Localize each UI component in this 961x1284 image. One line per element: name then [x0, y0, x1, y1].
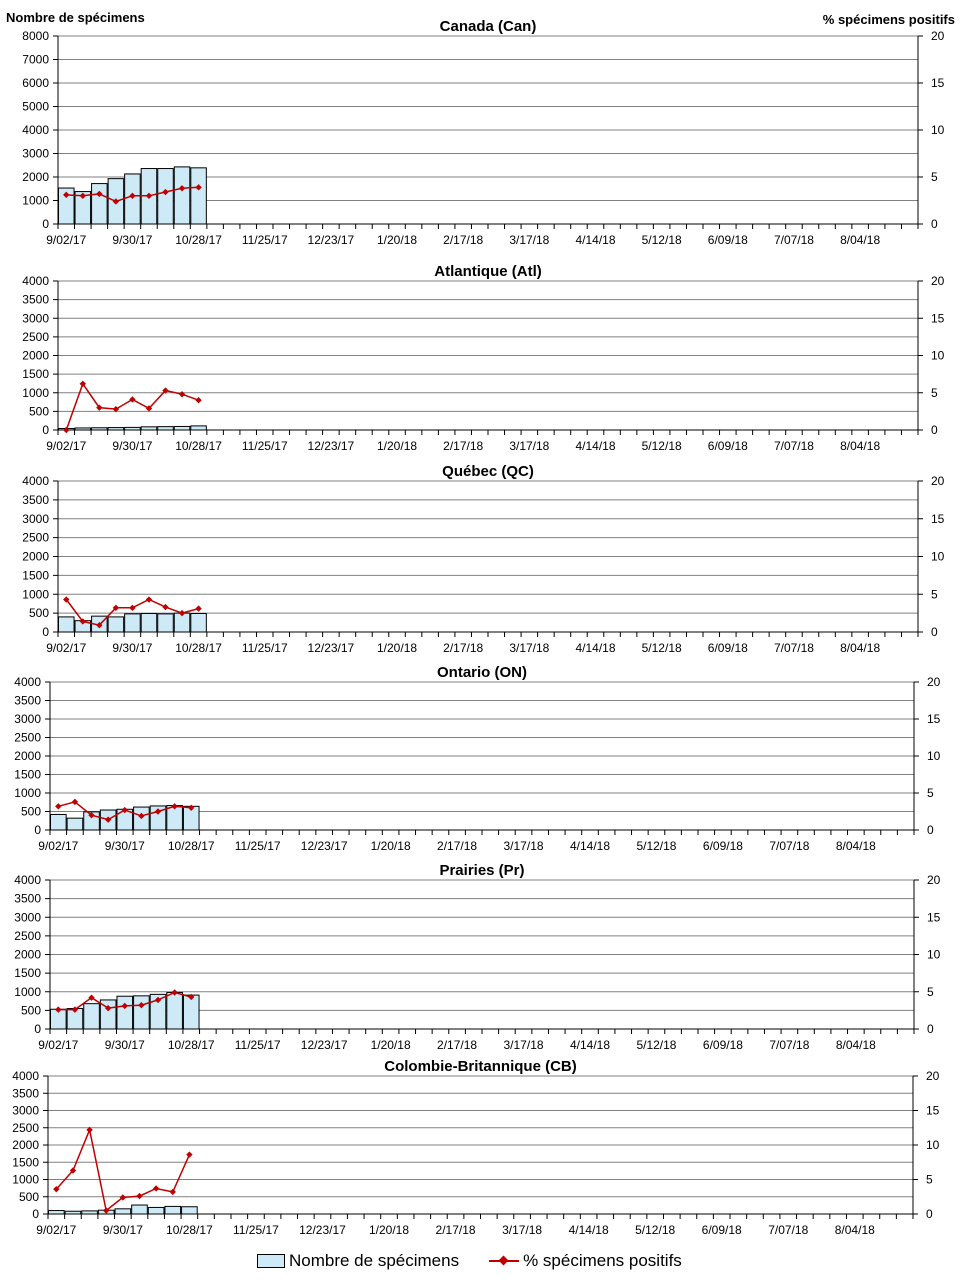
bar [158, 169, 174, 224]
left-tick-label: 0 [42, 423, 49, 437]
bar [132, 1205, 148, 1214]
right-tick-label: 5 [931, 385, 938, 400]
x-tick-label: 2/17/18 [443, 641, 484, 655]
x-tick-label: 12/23/17 [307, 233, 355, 247]
x-tick-label: 6/09/18 [702, 839, 743, 853]
x-tick-label: 10/28/17 [167, 839, 215, 853]
x-tick-label: 4/14/18 [575, 439, 616, 453]
x-tick-label: 7/07/18 [768, 1223, 809, 1237]
left-tick-label: 7000 [22, 52, 49, 67]
left-tick-label: 1500 [22, 367, 49, 382]
x-tick-label: 4/14/18 [568, 1223, 609, 1237]
x-tick-label: 8/04/18 [840, 439, 881, 453]
right-tick-label: 20 [931, 474, 945, 488]
right-tick-label: 5 [927, 786, 934, 800]
x-tick-label: 3/17/18 [503, 839, 544, 853]
right-tick-label: 15 [927, 910, 941, 925]
left-tick-label: 1000 [22, 193, 49, 208]
right-tick-label: 5 [931, 170, 938, 184]
right-tick-label: 10 [931, 123, 945, 137]
left-tick-label: 4000 [22, 474, 49, 488]
x-tick-label: 9/30/17 [104, 839, 145, 853]
left-tick-label: 2500 [22, 530, 49, 545]
left-tick-label: 500 [28, 606, 49, 621]
x-tick-label: 2/17/18 [443, 233, 484, 247]
legend-line-label: % spécimens positifs [523, 1251, 682, 1270]
x-tick-label: 1/20/18 [370, 839, 411, 853]
left-tick-label: 4000 [22, 123, 49, 137]
x-tick-label: 8/04/18 [835, 1038, 876, 1052]
right-tick-label: 20 [931, 274, 945, 288]
left-tick-label: 3500 [12, 1086, 39, 1101]
x-tick-label: 5/12/18 [636, 839, 677, 853]
x-tick-label: 11/25/17 [241, 233, 288, 247]
bar [148, 1207, 164, 1214]
left-tick-label: 500 [28, 404, 49, 419]
line-point [170, 1189, 176, 1195]
x-tick-label: 4/14/18 [569, 839, 611, 853]
left-tick-label: 3500 [14, 693, 41, 708]
left-tick-label: 3000 [22, 511, 49, 526]
line-point [162, 604, 168, 610]
bar [108, 428, 124, 430]
x-tick-label: 1/20/18 [377, 233, 418, 247]
x-tick-label: 8/04/18 [840, 641, 881, 655]
line-point [55, 803, 61, 809]
x-tick-label: 4/14/18 [575, 641, 616, 655]
x-tick-label: 7/07/18 [773, 439, 814, 453]
x-tick-label: 9/02/17 [38, 839, 79, 853]
x-tick-label: 3/17/18 [503, 1038, 544, 1052]
bar [65, 1211, 81, 1214]
chart-title: Prairies (Pr) [439, 862, 525, 879]
x-tick-label: 8/04/18 [834, 1223, 875, 1237]
left-tick-label: 2500 [12, 1120, 39, 1135]
series-line [66, 384, 198, 430]
right-tick-label: 0 [926, 1207, 933, 1221]
x-tick-label: 3/17/18 [502, 1223, 543, 1237]
left-axis-title: Nombre de spécimens [6, 10, 145, 25]
x-tick-label: 5/12/18 [635, 1223, 676, 1237]
x-tick-label: 10/28/17 [166, 1223, 213, 1237]
line-point [186, 1151, 192, 1157]
left-tick-label: 2000 [22, 348, 49, 363]
left-tick-label: 1000 [14, 786, 41, 800]
right-tick-label: 15 [931, 311, 945, 326]
x-tick-label: 5/12/18 [641, 439, 682, 453]
bar [82, 1211, 98, 1214]
line-point [179, 391, 185, 397]
left-tick-label: 1500 [14, 966, 41, 981]
x-tick-label: 10/28/17 [175, 641, 222, 655]
x-tick-label: 6/09/18 [707, 439, 748, 453]
left-tick-label: 0 [42, 217, 49, 231]
left-tick-label: 6000 [22, 76, 49, 90]
left-tick-label: 0 [34, 823, 41, 837]
right-tick-label: 5 [926, 1172, 933, 1187]
bar [125, 427, 141, 430]
right-tick-label: 5 [927, 984, 934, 999]
x-tick-label: 11/25/17 [233, 1223, 279, 1237]
bar [117, 996, 133, 1029]
left-tick-label: 2000 [14, 749, 41, 763]
right-tick-label: 10 [927, 947, 941, 962]
bar [141, 427, 157, 430]
x-tick-label: 7/07/18 [769, 1038, 810, 1052]
x-tick-label: 2/17/18 [443, 439, 484, 453]
x-tick-label: 6/09/18 [707, 641, 748, 655]
x-tick-label: 7/07/18 [773, 641, 814, 655]
x-tick-label: 5/12/18 [641, 233, 682, 247]
chart-title: Ontario (ON) [437, 664, 527, 681]
bar [165, 1206, 181, 1214]
left-tick-label: 4000 [14, 675, 41, 689]
x-tick-label: 9/02/17 [36, 1223, 77, 1237]
x-tick-label: 2/17/18 [437, 1038, 478, 1052]
bar [141, 614, 157, 632]
x-tick-label: 12/23/17 [300, 839, 348, 853]
line-point [63, 427, 69, 433]
left-tick-label: 500 [18, 1189, 39, 1204]
left-tick-label: 2000 [12, 1138, 39, 1152]
chart-title: Colombie-Britannique (CB) [384, 1058, 577, 1075]
x-tick-label: 9/30/17 [102, 1223, 143, 1237]
left-tick-label: 1000 [12, 1172, 39, 1187]
x-tick-label: 3/17/18 [509, 233, 550, 247]
right-tick-label: 20 [927, 873, 941, 887]
bar [115, 1209, 131, 1214]
bar [92, 428, 108, 430]
left-tick-label: 3000 [22, 311, 49, 326]
x-tick-label: 11/25/17 [234, 839, 281, 853]
x-tick-label: 9/30/17 [104, 1038, 145, 1052]
left-tick-label: 0 [34, 1022, 41, 1036]
legend-line-swatch [489, 1255, 519, 1267]
line-point [129, 605, 135, 611]
x-tick-label: 7/07/18 [769, 839, 810, 853]
bar [183, 995, 199, 1029]
x-tick-label: 6/09/18 [702, 1038, 743, 1052]
bar [158, 427, 174, 430]
bar [191, 168, 207, 224]
right-tick-label: 15 [927, 712, 941, 726]
left-tick-label: 2000 [22, 170, 49, 184]
right-tick-label: 10 [931, 549, 945, 564]
left-tick-label: 3500 [22, 292, 49, 307]
chart-title: Atlantique (Atl) [434, 263, 542, 280]
left-tick-label: 2000 [14, 947, 41, 962]
left-tick-label: 4000 [12, 1069, 39, 1083]
left-tick-label: 2500 [22, 329, 49, 344]
right-tick-label: 15 [931, 76, 945, 90]
x-tick-label: 9/30/17 [112, 233, 153, 247]
bar [59, 617, 75, 632]
right-tick-label: 20 [926, 1069, 940, 1083]
left-tick-label: 3000 [14, 712, 41, 726]
x-tick-label: 3/17/18 [509, 439, 550, 453]
left-tick-label: 2500 [14, 730, 41, 745]
right-tick-label: 20 [927, 675, 941, 689]
left-tick-label: 3500 [14, 891, 41, 906]
x-tick-label: 9/02/17 [46, 641, 87, 655]
x-tick-label: 6/09/18 [701, 1223, 742, 1237]
legend-bar-label: Nombre de spécimens [289, 1251, 460, 1270]
x-tick-label: 9/30/17 [112, 641, 153, 655]
left-tick-label: 4000 [14, 873, 41, 887]
right-tick-label: 20 [931, 29, 945, 43]
bar [67, 818, 83, 830]
line-point [129, 396, 135, 402]
bar [182, 1207, 198, 1214]
x-tick-label: 12/23/17 [299, 1223, 346, 1237]
left-tick-label: 500 [20, 1003, 41, 1018]
x-tick-label: 5/12/18 [641, 641, 682, 655]
left-tick-label: 2000 [22, 549, 49, 564]
x-tick-label: 1/20/18 [368, 1223, 410, 1237]
chart-title: Canada (Can) [439, 18, 537, 35]
left-tick-label: 2500 [14, 928, 41, 943]
bar [92, 184, 108, 224]
bar [174, 167, 190, 224]
chart-title: Québec (QC) [442, 463, 534, 480]
bar [158, 614, 174, 632]
left-tick-label: 1500 [22, 568, 49, 583]
left-tick-label: 1000 [14, 984, 41, 999]
legend [257, 1249, 682, 1273]
x-tick-label: 4/14/18 [575, 233, 616, 247]
x-tick-label: 1/20/18 [370, 1038, 411, 1052]
left-tick-label: 5000 [22, 99, 49, 114]
bar [125, 614, 141, 632]
left-tick-label: 3500 [22, 492, 49, 507]
x-tick-label: 9/02/17 [38, 1038, 79, 1052]
x-tick-label: 10/28/17 [175, 439, 222, 453]
x-tick-label: 5/12/18 [636, 1038, 677, 1052]
left-tick-label: 1500 [14, 767, 41, 782]
x-tick-label: 2/17/18 [437, 839, 478, 853]
left-tick-label: 1000 [22, 385, 49, 400]
left-tick-label: 1500 [12, 1155, 39, 1170]
x-tick-label: 2/17/18 [435, 1223, 476, 1237]
line-point [136, 1193, 142, 1199]
bar [191, 426, 207, 430]
x-tick-label: 12/23/17 [307, 439, 355, 453]
x-tick-label: 11/25/17 [241, 641, 288, 655]
bar [51, 814, 67, 830]
x-tick-label: 9/02/17 [46, 233, 87, 247]
left-tick-label: 3000 [14, 910, 41, 925]
legend-bar-swatch [257, 1254, 285, 1268]
x-tick-label: 9/30/17 [112, 439, 153, 453]
right-axis-title: % spécimens positifs [822, 12, 955, 27]
line-point [146, 596, 152, 602]
bar [134, 996, 150, 1029]
left-tick-label: 1000 [22, 587, 49, 602]
right-tick-label: 10 [931, 348, 945, 363]
x-tick-label: 1/20/18 [377, 641, 418, 655]
right-tick-label: 0 [927, 823, 934, 837]
right-tick-label: 15 [931, 511, 945, 526]
right-tick-label: 0 [927, 1022, 934, 1036]
bar [174, 426, 190, 430]
left-tick-label: 8000 [22, 29, 49, 43]
right-tick-label: 5 [931, 587, 938, 602]
x-tick-label: 4/14/18 [569, 1038, 611, 1052]
x-tick-label: 10/28/17 [175, 233, 222, 247]
bar [108, 617, 124, 632]
x-tick-label: 10/28/17 [167, 1038, 215, 1052]
right-tick-label: 0 [931, 217, 938, 231]
x-tick-label: 3/17/18 [509, 641, 550, 655]
x-tick-label: 6/09/18 [707, 233, 748, 247]
left-tick-label: 0 [32, 1207, 39, 1221]
bar [49, 1211, 65, 1214]
x-tick-label: 8/04/18 [840, 233, 881, 247]
bar [167, 992, 183, 1029]
right-tick-label: 10 [926, 1138, 940, 1152]
right-tick-label: 15 [926, 1103, 940, 1118]
left-tick-label: 0 [42, 625, 49, 639]
x-tick-label: 8/04/18 [835, 839, 876, 853]
right-tick-label: 0 [931, 423, 938, 437]
x-tick-label: 12/23/17 [300, 1038, 348, 1052]
x-tick-label: 11/25/17 [234, 1038, 281, 1052]
x-tick-label: 12/23/17 [307, 641, 355, 655]
x-tick-label: 11/25/17 [241, 439, 288, 453]
left-tick-label: 3000 [22, 146, 49, 161]
bar [191, 614, 207, 632]
line-point [153, 1185, 159, 1191]
line-point [195, 397, 201, 403]
x-tick-label: 7/07/18 [773, 233, 814, 247]
right-tick-label: 10 [927, 749, 941, 763]
left-tick-label: 500 [20, 804, 41, 819]
bar [84, 1004, 100, 1029]
x-tick-label: 9/02/17 [46, 439, 87, 453]
bar [75, 428, 91, 430]
line-point [195, 605, 201, 611]
right-tick-label: 0 [931, 625, 938, 639]
left-tick-label: 4000 [22, 274, 49, 288]
x-tick-label: 1/20/18 [377, 439, 418, 453]
left-tick-label: 3000 [12, 1103, 39, 1118]
